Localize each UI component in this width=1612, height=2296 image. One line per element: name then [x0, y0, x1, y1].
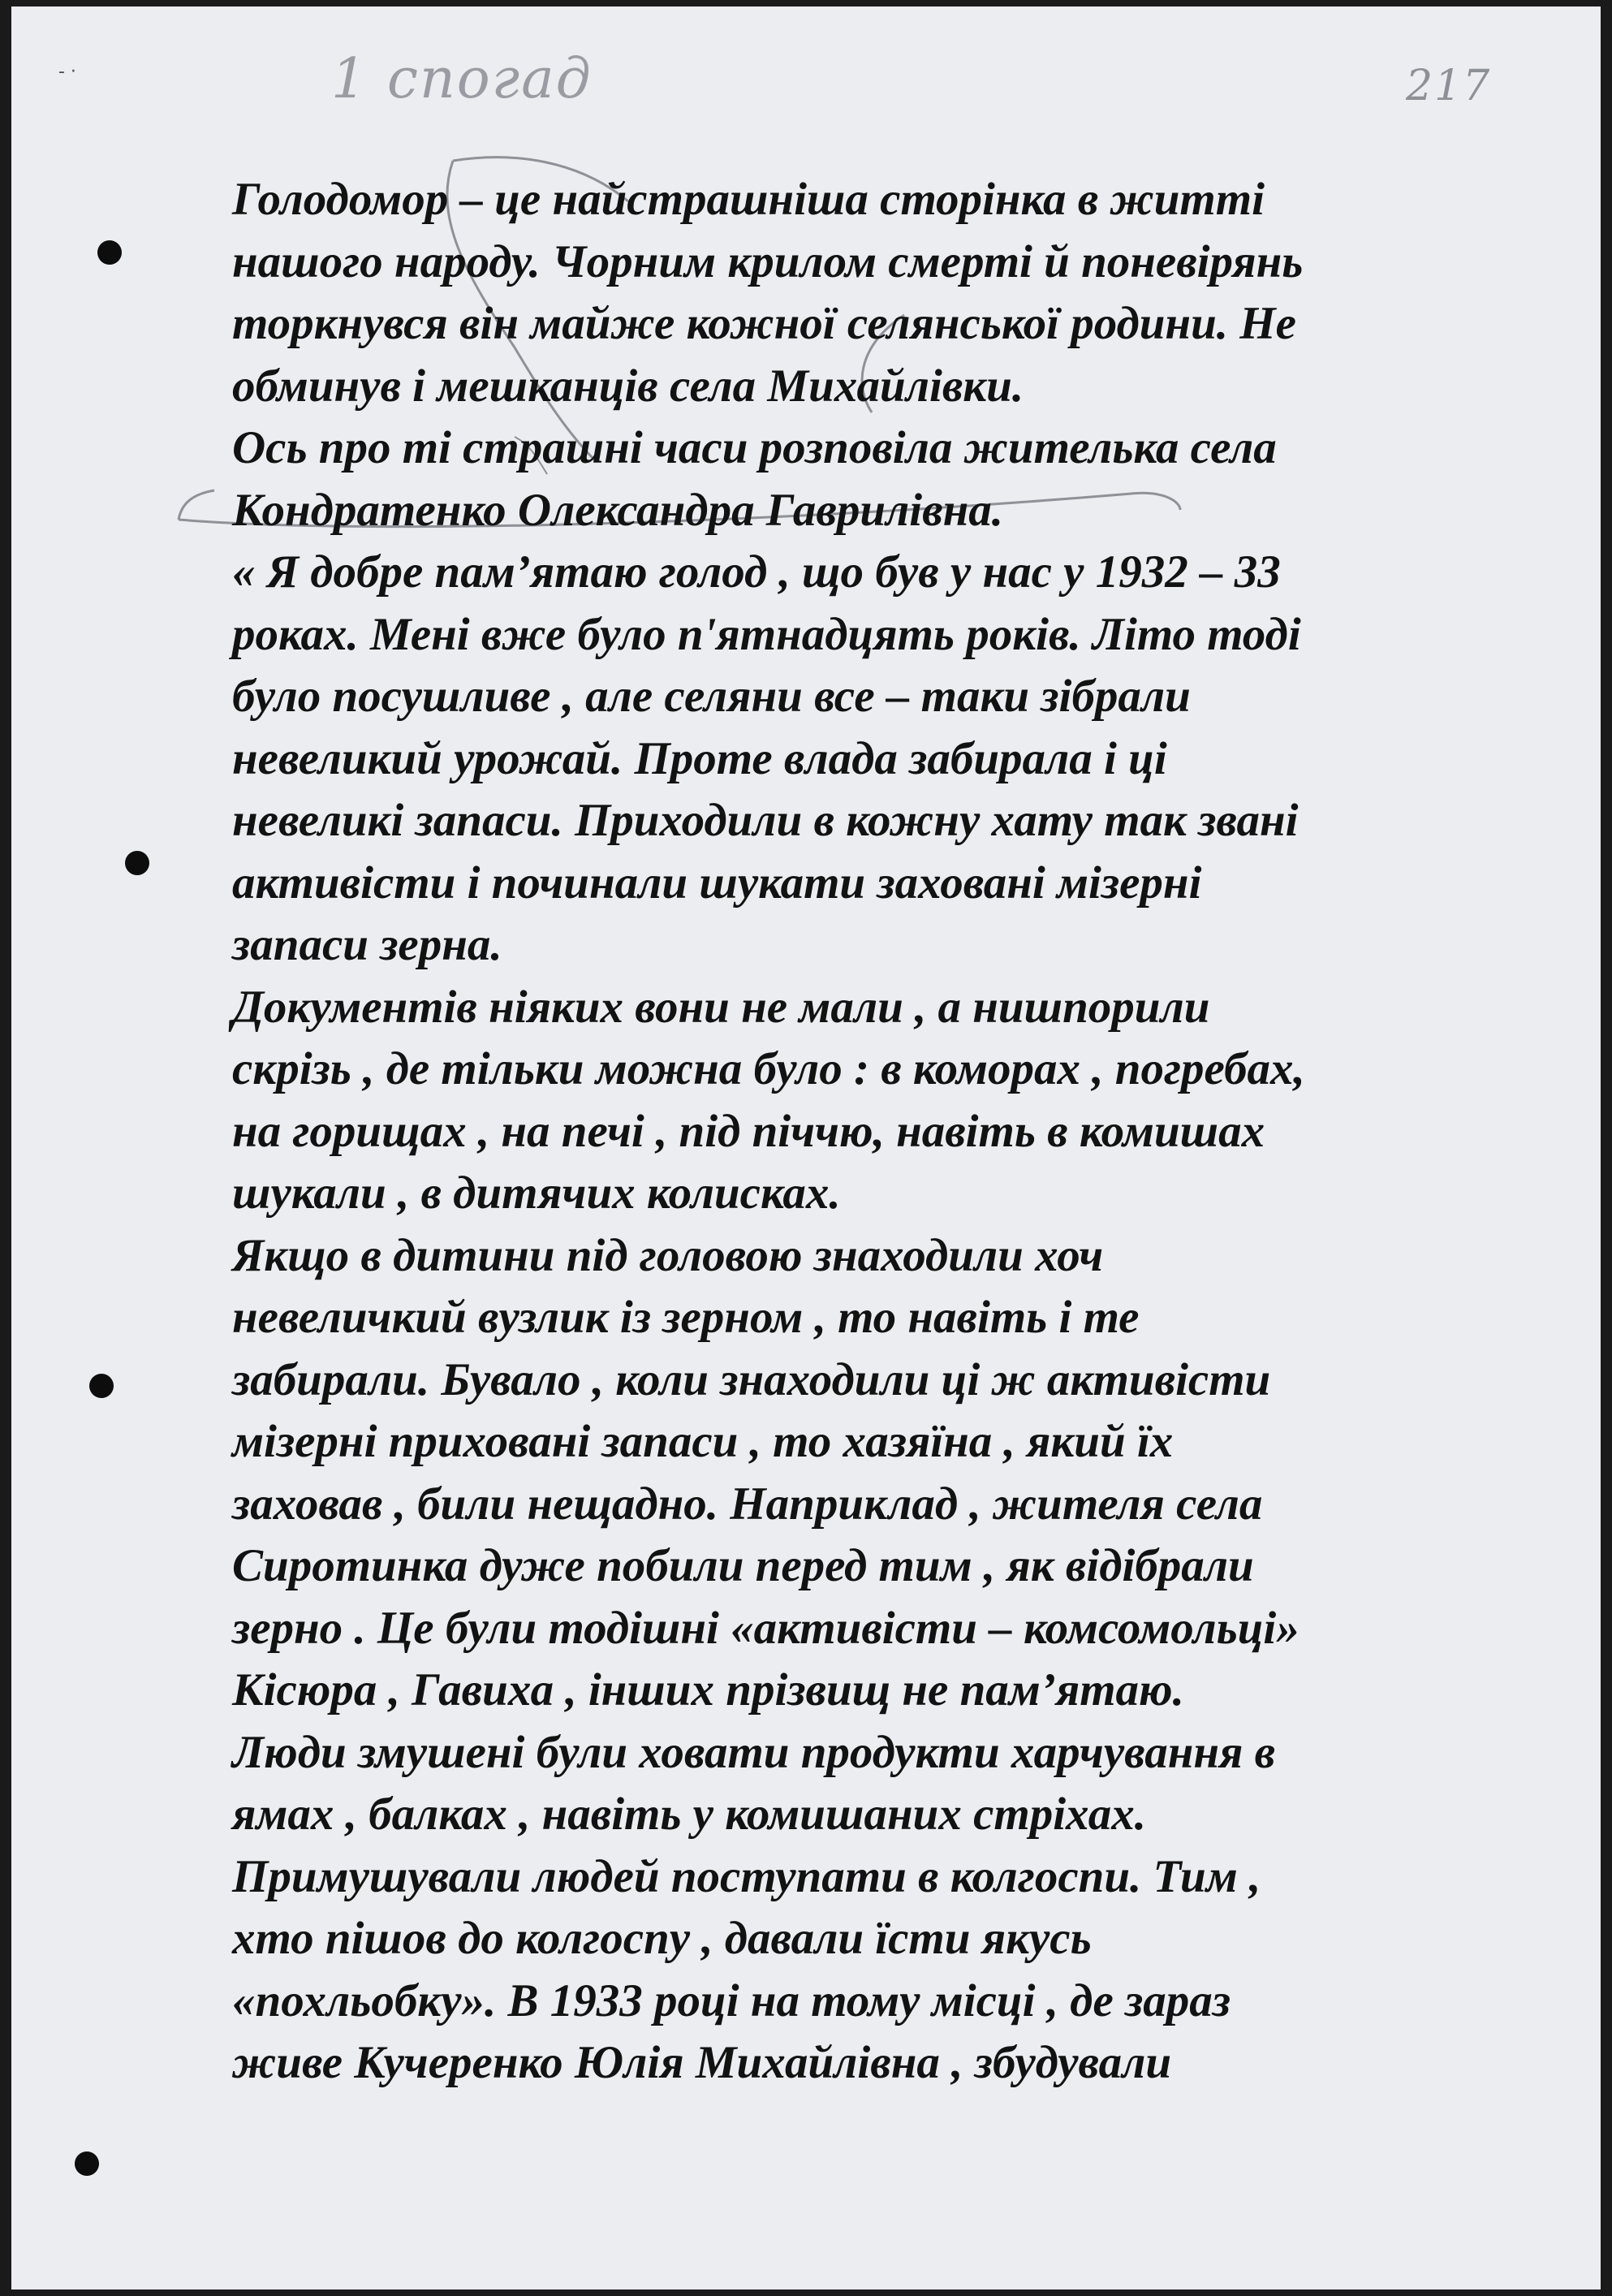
text-line: заховав , били нещадно. Наприклад , жителя села: [232, 1478, 1263, 1530]
text-line: Якщо в дитини під головою знаходили хоч: [232, 1229, 1104, 1281]
text-line: обминув і мешканців села Михайлівки.: [232, 360, 1024, 412]
document-body: [232, 169, 1498, 2095]
text-line: ямах , балках , навіть у комишаних стріхах.: [232, 1789, 1147, 1840]
text-line: хто пішов до колгоспу , давали їсти якусь: [232, 1913, 1092, 1964]
text-line: Ось про ті страшні часи розповіла жителька села: [232, 422, 1277, 473]
text-line: « Я добре пам’ятаю голод , що був у нас у 1932 – 33: [232, 546, 1281, 598]
text-line: роках. Мені вже було п'ятнадцять років. Літо тоді: [232, 608, 1301, 660]
document-page: [11, 6, 1601, 2290]
page-number: 217: [1406, 62, 1492, 110]
text-line: невеликі запаси. Приходили в кожну хату так звані: [232, 795, 1299, 846]
text-line: забирали. Бувало , коли знаходили ці ж активісти: [232, 1353, 1271, 1405]
text-line: торкнувся він майже кожної селянської родини. Не: [232, 298, 1296, 349]
text-line: Примушували людей поступати в колгоспи. Тим ,: [232, 1850, 1261, 1902]
text-line: Голодомор – це найстрашніша сторінка в житті: [232, 174, 1265, 225]
text-line: Кісюра , Гавиха , інших прізвищ не пам’ятаю.: [232, 1664, 1184, 1716]
text-line: мізерні приховані запаси , то хазяїна , який їх: [232, 1416, 1174, 1467]
text-line: живе Кучеренко Юлія Михайлівна , збудували: [232, 2037, 1172, 2088]
punch-hole-4: [75, 2151, 99, 2176]
text-line: Кондратенко Олександра Гаврилівна.: [232, 484, 1003, 536]
punch-hole-1: [97, 240, 122, 265]
text-line: на горищах , на печі , під піччю, навіть в комишах: [232, 1105, 1265, 1157]
text-line: зерно . Це були тодішні «активісти – комсомольці»: [232, 1602, 1300, 1654]
punch-hole-3: [89, 1374, 114, 1398]
text-line: невеликий урожай. Проте влада забирала і ці: [232, 732, 1167, 784]
punch-hole-2: [125, 851, 149, 875]
text-line: запаси зерна.: [232, 919, 502, 970]
text-line: «похльобку». В 1933 році на тому місці , де зараз: [232, 1974, 1231, 2026]
text-line: невеличкий вузлик із зерном , то навіть і те: [232, 1292, 1140, 1343]
text-line: Документів ніяких вони не мали , а нишпорили: [232, 981, 1210, 1033]
text-line: шукали , в дитячих колисках.: [232, 1167, 841, 1219]
pencil-annotation: 1 спогад: [331, 47, 593, 111]
text-line: Сиротинка дуже побили перед тим , як відібрали: [232, 1540, 1254, 1591]
corner-marks: ‑ ·: [58, 62, 76, 82]
text-line: активісти і починали шукати заховані мізерні: [232, 857, 1202, 908]
text-line: скрізь , де тільки можна було : в коморах , погребах,: [232, 1043, 1305, 1094]
text-line: Люди змушені були ховати продукти харчування в: [232, 1726, 1276, 1778]
text-line: було посушливе , але селяни все – таки зібрали: [232, 671, 1191, 722]
text-line: нашого народу. Чорним крилом смерті й поневірянь: [232, 235, 1304, 287]
